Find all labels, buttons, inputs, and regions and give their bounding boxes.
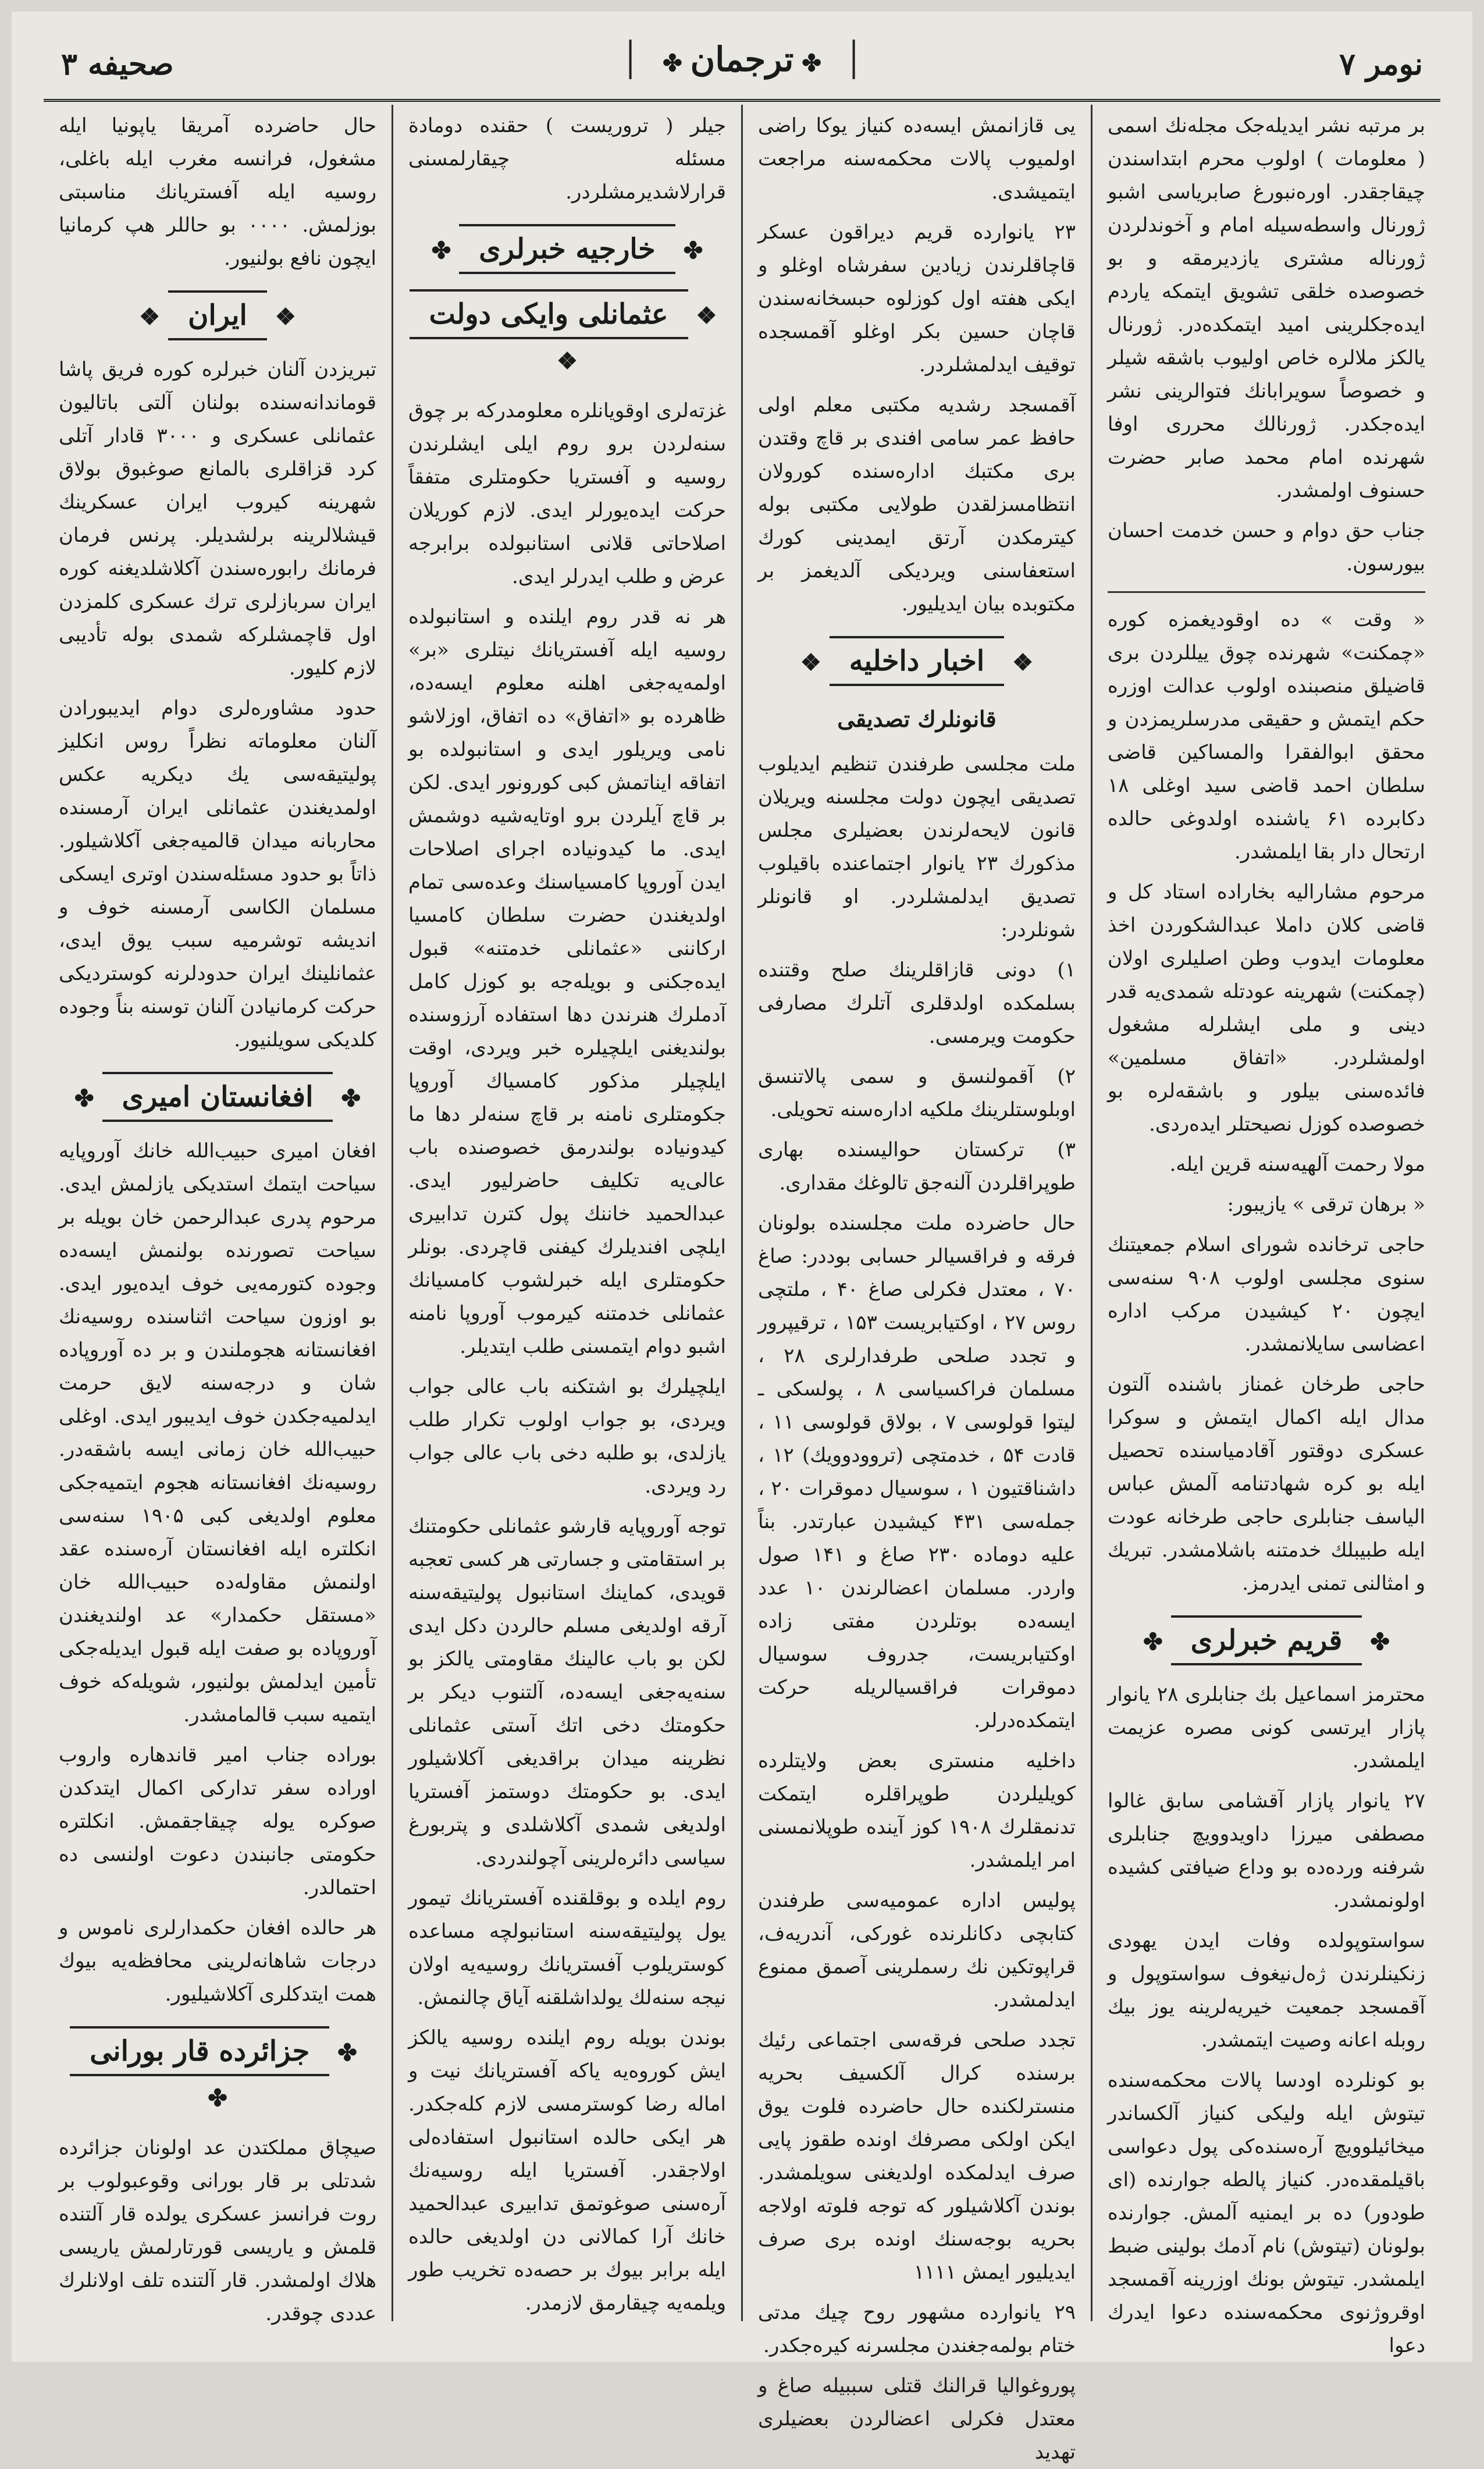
ornament-icon: ❖ — [557, 347, 578, 375]
ornament-icon: ✤ — [74, 1085, 94, 1112]
section-heading — [59, 290, 376, 340]
section-heading-text: خارجیه خبرلری — [459, 224, 675, 274]
paragraph: آقمسجد رشدیه مکتبی معلم اولی حافظ عمر سامی افندی بر قاچ وقتدن بری مکتبك اداره‌سنده کورولان انتظامسزلقدن طولایی مکتبی بوله کیترمکدن آرتق ایمدینی کورك استعفاسنی ویردیکی آلدیغمز بر مکتوبده بیان ایدیلیور. — [758, 393, 1076, 616]
section-heading — [1108, 1615, 1425, 1665]
paragraph: ۳) ترکستان حوالیسنده بهاری طوپراقلردن آلنه‌جق تالوغك مقداری. — [758, 1138, 1076, 1195]
section-heading — [408, 224, 726, 274]
paragraph: ملت مجلسی طرفندن تنظیم ایدیلوب تصدیقی ایچون دولت مجلسنه ویریلان قانون لایحه‌لرندن بعضیلری مجلس مذکورك ۲۳ یانوار اجتماعنده باقیلوب تصدیق ایدلمشلردر. او قانونلر شونلردر: — [758, 752, 1076, 942]
section-heading-text: قریم خبرلری — [1171, 1615, 1362, 1665]
column-2 — [743, 105, 1092, 2464]
section-heading — [408, 289, 726, 382]
ornament-icon: ✤ — [431, 237, 451, 264]
paragraph: روم ایلده و بوقلقنده آفستریانك تیمور یول پولیتیقه‌سنه استانبولچه مساعده کوستریلوب آفستریانك روسیه‌یه اولان نیجه سنه‌لك یولداشلقنه آیاق چالنمش. — [408, 1887, 726, 2009]
paragraph: سواستوپولده وفات ایدن یهودی زنکینلرندن ژه‌ل‌نیغوف سواستوپول و آقمسجد جمعیت خیریه‌لرینه یوز بیك روبله اعانه وصیت ایتمشدر. — [1108, 1929, 1425, 2052]
paragraph: ۱) دونی قازاقلرینك صلح وقتنده بسلمکده اولدقلری آتلرك مصارفی حکومت ویرمسی. — [758, 958, 1076, 1048]
paragraph: پولیس اداره عمومیه‌سی طرفندن کتابچی دکانلرنده غورکی، آندریه‌ف، قراپوتکین نك رسملرینی آصمق ممنوع ایدلمشدر. — [758, 1889, 1076, 2012]
paragraph: هر حالده افغان حکمدارلری ناموس و درجات شاهانه‌لرینی محافظه‌یه بیوك همت ایتدکلری آکلاشیلیور. — [59, 1916, 376, 2006]
sub-heading-text: قانونلرك تصدیقی — [837, 706, 997, 732]
ornament-icon: ✤ — [208, 2084, 227, 2112]
paragraph: داخلیه منستری بعض ولایتلرده کویلیلردن طوپراقلره ایتمكت تدنمقلرك ۱۹۰۸ کوز آینده طوپلانمسنی امر ایلمشدر. — [758, 1749, 1076, 1872]
paragraph: حال حاضرده ملت مجلسنده بولونان فرقه و فراقسیالر حسابی بوددر: صاغ ۷۰ ، معتدل فکرلی صاغ ۴۰ ، ملتچی روس ۲۷ ، اوکتیابریست ۱۵۳ ، ترقیپرور و تجدد صلحی طرفدارلری ۲۸ ، مسلمان فراکسیاسی ۸ ، پولسکی ـ لیتوا قولوسی ۷ ، بولاق قولوسی ۱۱ ، قادت ۵۴ ، خدمتچی (تروودوویك) ۱۲ ، داشناقتیون ۱ ، سوسیال دموقرات ۲۰ ، جمله‌سی ۴۳۱ کیشیدن عبارتدر. بناً علیه دوماده ۲۳۰ صاغ و ۱۴۱ صول واردر. مسلمان اعضالرندن ۱۰ عدد ایسه‌ده بوتلردن مفتی زاده اوکتیابریست، جدروف سوسیال دموقرات فراقسیالریله حرکت ایتمکده‌درلر. — [758, 1212, 1076, 1732]
section-heading — [59, 1072, 376, 1122]
ornament-icon: ✤ — [663, 49, 682, 77]
paragraph: افغان امیری حبیب‌الله خانك آوروپایه سیاحت ایتمك استدیکی یازلمش ایدی. مرحوم پدری عبدالرحمن خان بویله بر سیاحت تصورنده بولنمش ایسه‌ده وجوده کتورمه‌یی خوف ایده‌یور ایدی. بو اوزون سیاحت اثناسنده روسیه‌نك افغانستانه هجوملندن و بر ده آوروپاده شان و درجه‌سنه لایق حرمت ایدلمیه‌جکدن خوف ایدیبور ایدی. اوغلی حبیب‌الله خان زمانی ایسه باشقه‌در. روسیه‌نك افغانستانه هجوم ایتمیه‌جکی معلوم اولدیغی کبی ۱۹۰۵ سنه‌سی انکلتره ایله افغانستان آره‌سنده عقد اولنمش مقاوله‌ده حبیب‌الله خان «مستقل حکمدار» عد اولندیغندن آوروپاده بو صفت ایله قبول ایدیله‌جکی تأمین ایدلمش بولنیور، شویله‌که خوف ایتمیه سبب قالمامشدر. — [59, 1139, 376, 1726]
paragraph: ۲) آقمولنسق و سمی پالاتنسق اوبلوستلرینك ملکیه اداره‌سنه تحویلی. — [758, 1065, 1076, 1121]
paragraph: محترمز اسماعیل بك جنابلری ۲۸ یانوار پازار ایرتسی کونی مصره عزیمت ایلمشدر. — [1108, 1683, 1425, 1772]
ornament-icon: ❖ — [139, 303, 161, 331]
ornament-icon: ✤ — [1143, 1628, 1163, 1656]
section-heading-text: اخبار داخلیه — [830, 636, 1005, 686]
sub-heading — [758, 699, 1076, 740]
paragraph: مولا رحمت آلهیه‌سنه قرین ایله. — [1169, 1153, 1425, 1176]
paragraph: ۲۹ یانوارده مشهور روح چیك مدتی ختام بولمه‌جغندن مجلسرنه کیره‌جکدر. — [758, 2301, 1076, 2357]
section-heading-text: ایران — [168, 290, 267, 340]
section-heading — [758, 636, 1076, 686]
paragraph: حال حاضرده آمریقا یاپونیا ایله مشغول، فرانسه مغرب ایله باغلی، روسیه ایله آفستریانك مناسبتی بوزلمش. ۰۰۰۰ بو حاللر هپ کرمانیا ایچون نافع بولنیور. — [59, 114, 376, 270]
paragraph: بو کونلرده اودسا پالات محکمه‌سنده تیتوش ایله ولیکی کنیاز آلکساندر میخائیلوویچ آره‌سنده‌کی پول دعواسی باقیلمقده‌در. کنیاز پالطه جوارنده (ای طودور) ده بر ایمنیه آلمش. جوارنده بولونان (تیتوش) نام آدمك بولینی ضبط ایلمشدر. تیتوش بونك اوزرینه آقمسجد اوقروژنوی محکمه‌سنده دعوا ایدرك دعوا — [1108, 2069, 1425, 2357]
ornament-icon: ✤ — [337, 2039, 357, 2066]
paragraph: ۲۷ یانوار پازار آقشامی سابق غالوا مصطفی میرزا داویدوویچ جنابلری شرفنه ورده‌ده بو وداع ضیافتی کشیده اولونمشدر. — [1108, 1789, 1425, 1912]
ornament-icon: ❖ — [800, 649, 821, 676]
paragraph: بر مرتبه نشر ایدیله‌جک مجله‌نك اسمی ( معلومات ) اولوب محرم ابتداسندن چیقاجقدر. اوره‌نبورغ صابریاسی اشبو ژورنال واسطه‌سیله امام و آخوندلردن ژورناله مشتری یازدیرمقه و بو خصوصده خلقی تشویق ایتمکه یاردم ایده‌جکلرینی امید ایتمکده‌در. ژورنال یالکز ملالره خاص اولیوب باشقه شیلر و خصوصاً سویرابانك فتوالرینی نشر ایده‌جکدر. ژورنالك محرری اوفا شهرنده امام محمد صابر حضرت حسنوف اولمشدر. — [1108, 114, 1425, 502]
masthead — [44, 35, 1440, 102]
paragraph: حاجی طرخان غمناز باشنده آلتون مدال ایله اکمال ایتمش و سوکرا عسکری دوقتور آقادمیاسنده تحصیل ایله بو کره شهادتنامه آلمش عباس الیاسف جنابلری حاجی طرخانه عودت ایله طبیبلك خدمتنه باشلامشدر. تبریك و امثالنی تمنی ایدرمز. — [1108, 1373, 1425, 1595]
ornament-icon: ❖ — [696, 302, 717, 329]
paragraph: ۲۳ یانوارده قریم دیراقون عسکر قاچاقلرندن زیادین سفرشاه اوغلو و ایکی هفته اول کوزلوه حبسخانه‌سندن قاچان حسین بکر اوغلو آقمسجده توقیف ایدلمشلردر. — [758, 221, 1076, 376]
paragraph: بوراده جناب امیر قاندهاره واروب اوراده سفر تدارکی اکمال ایتدکدن صوکره یوله چیقاجقمش. انکلتره حکومتی جانبندن دعوت اولنسی ده احتمالدر. — [59, 1743, 376, 1899]
page-number: صحیفه ۳ — [61, 47, 174, 82]
article-columns — [44, 105, 1440, 2464]
column-1 — [1092, 105, 1440, 2357]
paragraph: توجه آوروپایه قارشو عثمانلی حکومتنك بر استقامتی و جسارتی هر کسی تعجبه قویدی، کماینك استانبول پولیتیقه‌سنه آرقه اولدیغی مسلم حالردن دکل ایدی لکن بو باب عالینك مقاومتی یالکز بو سنه‌یه‌جغی ایسه‌ده، آلتنوب دیکر بر حکومتك دخی اتك آستی عثمانلی نظرینه میدان براقدیغی آکلاشیلور ایدی. بو حکومتك دوستمز آفستریا اولدیغی شمدی آکلاشلدی و پتربورغ سیاسی دائره‌لرینی آچولندردی. — [408, 1515, 726, 1870]
paragraph: حدود مشاوره‌لری دوام ایدیبورادن آلنان معلوماته نظراً روس انکلیز پولیتیقه‌سی یك دیکریه عکس اولمدیغندن عثمانلی ایران آرمسنده محاربانه میدان قالمیه‌جغی آکلاشیلور. ذاتاً بو حدود مسئله‌سندن اوتری ایسکی مسلمان الکاسی آرمسنه خوف و اندیشه توشرمیه سبب یوق ایدی، عثمانلینك ایران حدودلرنه کوستردیکی حرکت کرمانیادن آلنان توسنه بناً وجوده کلدیکی سویلنیور. — [59, 697, 376, 1051]
ornament-icon: ✤ — [1370, 1628, 1390, 1656]
paragraph: هر نه قدر روم ایلنده و استانبولده روسیه ایله آفستریانك نیتلری «بر» اولمه‌یه‌جغی اهلنه معلوم ایسه‌ده، ظاهرده بو «اتفاق» ده اتفاق، اوزلاشو نامی ویریلور ایدی و استانبولده بو اتفاقه ایناتمش کبی کورونور ایدی. لکن بر قاچ آیلردن برو اوتایه‌شیه دوشمش ایدی. ما کیدونیاده اجرای اصلاحات ایدن آوروپا کامسیاسنك وعده‌سی تمام اولدیغندن حضرت سلطان کامسیا ارکاننی «عثمانلی خدمتنه» قبول ایده‌جکنی و بویله‌جه بو کوزل کامل آدملرك هنرندن دها استفاده آرزوسنده بولندیغنی ایلچیلره خبر ویردی، اوقت ایلچیلر مذکور کامسیاك آوروپا جکومتلری نامنه بر قاچ سنه‌لر دها ما کیدونیاده بولندرمق خصوصنده باب عالی‌یه تکلیف حاضرلیور ایدی. عبدالحمید خاننك پول کترن تدابیری ایلچی افندیلرك کیفنی قاچردی. بونلر حکومتلری ایله خبرلشوب کامسیانك عثمانلی خدمتنه کیرموب آوروپا نامنه اشبو دوام ایتمسنی طلب ایتدیلر. — [408, 605, 726, 1358]
section-heading-text: جزائرده قار بورانی — [70, 2026, 329, 2076]
newspaper-page — [12, 12, 1472, 2464]
paragraph: مرحوم مشارالیه بخاراده استاد کل و قاضی کلان داملا عبدالشکوردن اخذ معلومات ایدوب وطن اصلیلری اولان (چمکنت) شهرینه عودتله شمدی‌یه قدر دینی و ملی ایشلرله مشغول اولمشلردر. «اتفاق مسلمین» فائده‌سنی بیلور و باشقه‌لره بو خصوصده کوزل نصیحتلر ایده‌ردی. — [1108, 880, 1425, 1136]
paragraph: جناب حق دوام و حسن خدمت احسان بیورسون. — [1108, 519, 1425, 575]
paragraph: صیچاق مملکتدن عد اولونان جزائرده شدتلی بر قار بورانی وقوعبولوب بر روت فرانسز عسکری یولده قار آلتنده قلمش و یاریسی قورتارلمش یاریسی هلاك اولمشدر. قار آلتنده تلف اولانلرك عددی چوقدر. — [59, 2136, 376, 2325]
paragraph: یی قازانمش ایسه‌ده کنیاز یوکا راضی اولمیوب پالات محکمه‌سنه مراجعت ایتمیشدی. — [758, 114, 1076, 204]
ornament-icon: ✤ — [683, 237, 703, 264]
paragraph: « وقت » ده اوقودیغمزه کوره «چمکنت» شهرنده چوق ییللردن بری قاضیلق منصبنده اولوب عدالت اوزره حکم ایتمش و حقیقی مدرسلریمزدن و محقق ابوالفقرا والمساکین قاضی سلطان احمد قاضی سید اوغلی ۱۸ دکابرده ۶۱ یاشنده اولدوغی حالده ارتحال دار بقا ایلمشدر. — [1108, 608, 1425, 864]
ornament-icon: ❖ — [275, 303, 296, 331]
paragraph: پوروغوالیا قرالنك قتلی سببیله صاغ و معتدل فکرلی اعضالردن بعضیلری تهدید — [758, 2374, 1076, 2464]
ornament-icon: ✤ — [341, 1085, 361, 1112]
paragraph: غزته‌لری اوقویانلره معلومدرکه بر چوق سنه‌لردن برو روم ایلی ایشلرندن روسیه و آفستریا حکومتلری متفقاً حرکت ایده‌یورلر ایدی. لازم کوریلان اصلاحاتی قلانی استانبولده برابرجه عرض و طلب ایدرلر ایدی. — [408, 399, 726, 588]
paragraph: بوندن بویله روم ایلنده روسیه یالکز ایش کوروه‌یه یاکه آفستریانك نیت و اماله رضا کوسترمسی لازم کله‌جکدر. هر ایکی حالده استانبول استفاده‌لی اولاجقدر. آفستریا ایله روسیه‌نك آره‌سنی صوغوتمق تدابیری عبدالحمید خانك آرا کمالانی دن اولدیغی حالده ایله برابر بیوك بر حصه‌ده تخریب طور ویلمه‌یه چیقارمق لازمدر. — [408, 2026, 726, 2315]
ornament-icon: ✤ — [802, 49, 821, 77]
paragraph: تجدد صلحی فرقه‌سی اجتماعی رئیك برسنده کرال آلکسیف بحریه منسترلکنده حال حاضرده فلوت یوق ایکن اولکی مصرفك اونده طقوز پایی صرف ایدلمکده اولدیغنی سویلمشدر. بوندن آکلاشیلور که توجه فلوته اولاجه بحریه بوجه‌سنك اونده بری صرف ایدیلیور ایمش ۱۱۱۱ — [758, 2029, 1076, 2284]
section-heading — [59, 2026, 376, 2119]
paragraph: « برهان ترقی » یازیبور: — [1227, 1193, 1425, 1216]
ornament-icon: ❖ — [1012, 649, 1034, 676]
paragraph: تبریزدن آلنان خبرلره کوره فریق پاشا قوماندانه‌سنده بولنان آلتی باتالیون عثمانلی عسکری و ۳۰۰۰ قادار آتلی کرد قزاقلری بالمانع صوغبوق بولاق شهرینه کیروب ایران عسکرینك قیشلالرینه برلشدیلر. پرنس فرمان فرمانك رابوره‌سندن آکلاشلدیغنه کوره ایران سربازلری ترك عسکری کلمزدن اول قاچمشلرکه شمدی بوله تأدیبی لازم کلیور. — [59, 358, 376, 680]
paragraph: حاجی ترخانده شورای اسلام جمعیتنك سنوی مجلسی اولوب ۹۰۸ سنه‌سی ایچون ۲۰ کیشیدن مرکب اداره اعضاسی سایلانمشدر. — [1108, 1233, 1425, 1356]
divider — [1108, 591, 1425, 593]
issue-number: نومر ۷ — [1339, 47, 1423, 82]
newspaper-title — [629, 40, 855, 79]
paragraph: ایلچیلرك بو اشتکنه باب عالی جواب ویردی، بو جواب اولوب تکرار طلب یازلدی، بو طلبه دخی باب عالی جواب رد ویردی. — [408, 1375, 726, 1498]
paragraph: جیلر ( تروریست ) حقنده دومادة مسئله چیقارلمسنی قرارلاشدیرمشلردر. — [408, 114, 726, 204]
section-heading-text: عثمانلی وایکی دولت — [410, 289, 688, 339]
section-heading-text: افغانستان امیری — [102, 1072, 333, 1122]
newspaper-title-text: ترجمان — [690, 40, 794, 79]
column-3 — [393, 105, 743, 2321]
column-4 — [44, 105, 393, 2325]
